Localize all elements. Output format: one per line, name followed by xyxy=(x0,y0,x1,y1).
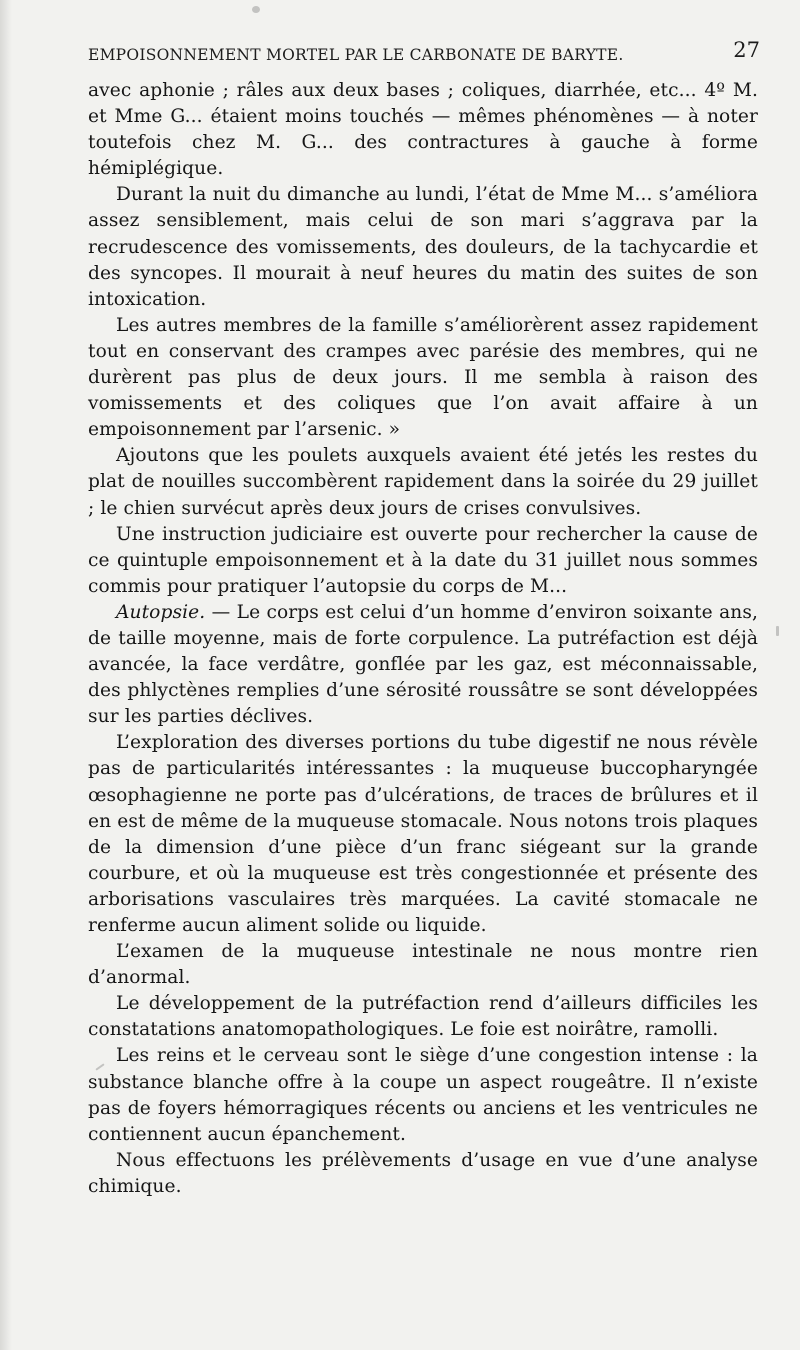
paragraph: Les reins et le cerveau sont le siège d’une congestion intense : la substance blanche offre à la coupe un aspect rougeâtre. Il n’existe pas de foyers hémorragiques récents ou anciens et les ventricules ne contiennent aucun épanchement. xyxy=(88,1045,758,1145)
paragraph: Nous effectuons les prélèvements d’usage en vue d’une analyse chimique. xyxy=(88,1149,758,1197)
paragraph: Les autres membres de la famille s’améliorèrent assez rapidement tout en conservant des crampes avec parésie des membres, qui ne durèrent pas plus de deux jours. Il me sembla à raison des vomissements et des coliques que l’on avait affaire à un empoisonnement par l’arsenic. » xyxy=(88,314,758,441)
running-title: EMPOISONNEMENT MORTEL PAR LE CARBONATE DE BARYTE. xyxy=(88,46,624,64)
autopsie-text: Le corps est celui d’un homme d’environ soixante ans, de taille moyenne, mais de forte corpulence. La putréfaction est déjà avancée, la face verdâtre, gonflée par les gaz, est méconnaissable, des phlyctènes remplies d’une sérosité roussâtre se sont développées sur les parties déclives. xyxy=(88,601,758,728)
page-header xyxy=(88,36,760,68)
paragraph: L’exploration des diverses portions du tube digestif ne nous révèle pas de particularités intéressantes : la muqueuse buccopharyngée œsophagienne ne porte pas d’ulcérations, de traces de brûlures et il en est de même de la muqueuse stomacale. Nous notons trois plaques de la dimension d’une pièce d’un franc siégeant sur la grande courbure, et où la muqueuse est très congestionnée et présente des arborisations vasculaires très marquées. La cavité stomacale ne renferme aucun aliment solide ou liquide. xyxy=(88,732,758,936)
print-speck xyxy=(776,626,779,636)
page-edge-shadow xyxy=(0,0,12,1350)
paragraph: Durant la nuit du dimanche au lundi, l’état de Mme M... s’améliora assez sensiblement, mais celui de son mari s’aggrava par la recrudescence des vomissements, des douleurs, de la tachycardie et des syncopes. Il mourait à neuf heures du matin des suites de son intoxication. xyxy=(88,184,758,310)
autopsie-label: Autopsie. xyxy=(116,601,206,623)
print-speck xyxy=(252,6,260,13)
paragraph: avec aphonie ; râles aux deux bases ; coliques, diarrhée, etc... 4º M. et Mme G... étaient moins touchés — mêmes phénomènes — à noter toutefois chez M. G... des contractures à gauche à forme hémiplégique. xyxy=(88,80,758,180)
paragraph-autopsie: Autopsie. — Le corps est celui d’un homme d’environ soixante ans, de taille moyenne, mais de forte corpulence. La putréfaction est déjà avancée, la face verdâtre, gonflée par les gaz, est méconnaissable, des phlyctènes remplies d’une sérosité roussâtre se sont développées sur les parties déclives. xyxy=(88,601,758,728)
paragraph: Ajoutons que les poulets auxquels avaient été jetés les restes du plat de nouilles succombèrent rapidement dans la soirée du 29 juillet ; le chien survécut après deux jours de crises convulsives. xyxy=(88,445,758,519)
paragraph: L’examen de la muqueuse intestinale ne nous montre rien d’anormal. xyxy=(88,941,758,989)
page-number: 27 xyxy=(733,38,760,62)
paragraph: Une instruction judiciaire est ouverte pour rechercher la cause de ce quintuple empoisonnement et à la date du 31 juillet nous sommes commis pour pratiquer l’autopsie du corps de M... xyxy=(88,523,758,597)
paragraph: Le développement de la putréfaction rend d’ailleurs difficiles les constatations anatomopathologiques. Le foie est noirâtre, ramolli. xyxy=(88,993,758,1041)
body-text xyxy=(88,78,758,1200)
